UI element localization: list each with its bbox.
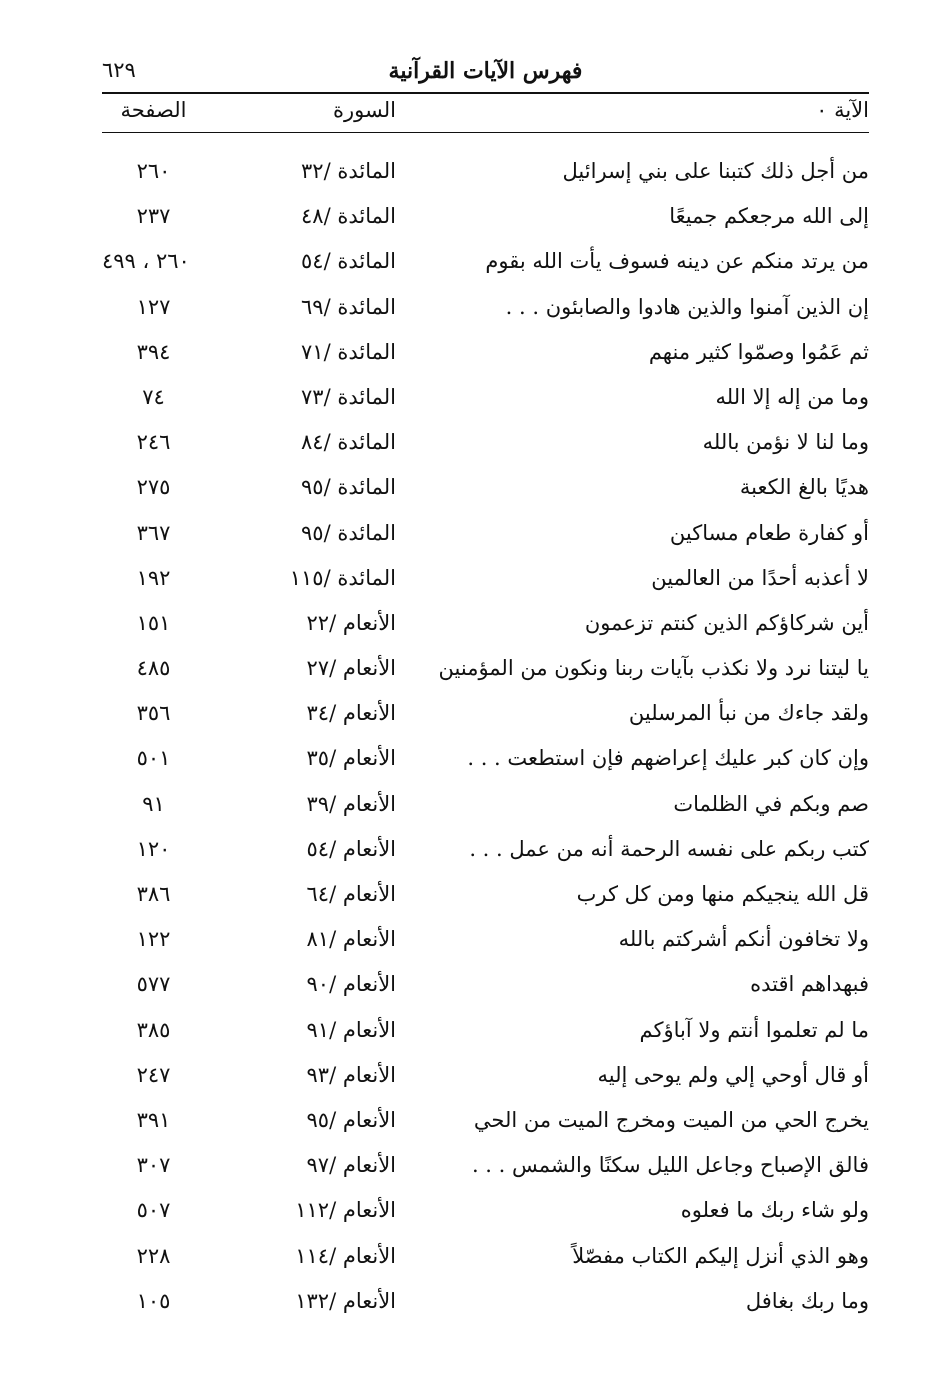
surah-reference: الأنعام /٩٥ — [306, 1107, 396, 1132]
surah-reference: الأنعام /٣٤ — [306, 701, 396, 726]
ayah-text: قل الله ينجيكم منها ومن كل كرب — [576, 882, 869, 906]
ayah-text: من أجل ذلك كتبنا على بني إسرائيل — [562, 159, 869, 183]
surah-reference: المائدة /٧١ — [301, 339, 396, 364]
surah-reference: المائدة /٩٥ — [301, 475, 396, 500]
page-reference: ٢٣٧ — [136, 204, 171, 229]
page-reference: ١٢٧ — [136, 294, 171, 319]
table-row — [102, 420, 869, 465]
page-reference: ٣٨٥ — [136, 1017, 171, 1042]
ayah-text: وما لنا لا نؤمن بالله — [702, 430, 869, 455]
ayah-text: من يرتد منكم عن دينه فسوف يأت الله بقوم — [485, 249, 869, 274]
index-table-body — [102, 149, 869, 1324]
page-number: ٦٢٩ — [102, 58, 136, 82]
table-row — [102, 1188, 869, 1233]
table-row — [102, 194, 869, 239]
page-reference: ٥٠١ — [136, 746, 171, 771]
ayah-text: ولا تخافون أنكم أشركتم بالله — [618, 927, 869, 952]
page-reference: ٢٧٥ — [136, 475, 171, 500]
ayah-text: لا أعذبه أحدًا من العالمين — [651, 565, 869, 590]
table-row — [102, 1279, 869, 1324]
surah-reference: الأنعام /٦٤ — [306, 882, 396, 906]
ayah-text: وما من إله إلا الله — [715, 384, 869, 409]
table-row — [102, 285, 869, 330]
ayah-text: أو كفارة طعام مساكين — [669, 520, 869, 545]
page-reference: ١٩٢ — [136, 565, 171, 590]
ayah-text: إلى الله مرجعكم جميعًا — [669, 204, 869, 229]
table-row — [102, 1053, 869, 1098]
table-row — [102, 872, 869, 917]
page-reference: ١٢٢ — [136, 927, 171, 952]
surah-reference: المائدة /٧٣ — [301, 384, 396, 409]
page-reference: ١٢٠ — [136, 836, 171, 861]
page-reference: ٣٥٦ — [136, 701, 171, 726]
ayah-text: إن الذين آمنوا والذين هادوا والصابئون . . . — [505, 294, 869, 319]
page-reference: ٥٠٧ — [136, 1198, 171, 1223]
table-row — [102, 1234, 869, 1279]
page-reference: ٢٦٠ ، ٤٩٩ — [102, 249, 190, 274]
surah-reference: المائدة /٣٢ — [301, 159, 396, 183]
surah-reference: الأنعام /٢٢ — [306, 610, 396, 635]
surah-reference: الأنعام /٢٧ — [306, 656, 396, 681]
table-row — [102, 962, 869, 1007]
table-row — [102, 736, 869, 781]
page-reference: ٢٢٨ — [136, 1243, 171, 1268]
index-page — [102, 56, 869, 1324]
surah-reference: المائدة /٤٨ — [301, 204, 396, 229]
table-row — [102, 556, 869, 601]
ayah-text: ما لم تعلموا أنتم ولا آباؤكم — [639, 1017, 869, 1042]
surah-reference: المائدة /٥٤ — [301, 249, 396, 274]
table-row — [102, 646, 869, 691]
page-reference: ٣٩٤ — [136, 339, 171, 364]
surah-reference: الأنعام /٣٩ — [306, 791, 396, 816]
table-row — [102, 1008, 869, 1053]
surah-reference: الأنعام /١١٢ — [295, 1198, 396, 1223]
ayah-text: يخرج الحي من الميت ومخرج الميت من الحي — [473, 1107, 869, 1132]
table-row — [102, 239, 869, 284]
table-row — [102, 1143, 869, 1188]
ayah-text: فبهداهم اقتده — [750, 972, 869, 997]
ayah-text: أو قال أوحي إلي ولم يوحى إليه — [597, 1062, 869, 1087]
ayah-text: أين شركاؤكم الذين كنتم تزعمون — [584, 610, 869, 635]
ayah-text: وهو الذي أنزل إليكم الكتاب مفصّلاً — [572, 1243, 869, 1268]
surah-reference: الأنعام /٩٠ — [306, 972, 396, 997]
page-reference: ٩١ — [142, 791, 165, 816]
surah-reference: الأنعام /٣٥ — [306, 746, 396, 771]
page-reference: ١٠٥ — [136, 1288, 171, 1313]
surah-reference: المائدة /٦٩ — [301, 294, 396, 319]
page-reference: ٧٤ — [142, 384, 165, 409]
surah-reference: الأنعام /٩٣ — [306, 1062, 396, 1087]
ayah-text: وما ربك بغافل — [745, 1288, 869, 1313]
surah-reference: الأنعام /٨١ — [306, 927, 396, 952]
ayah-text: وإن كان كبر عليك إعراضهم فإن استطعت . . . — [467, 746, 869, 771]
running-head — [102, 56, 869, 94]
page-reference: ١٥١ — [136, 610, 171, 635]
table-row — [102, 827, 869, 872]
surah-reference: المائدة /٨٤ — [301, 430, 396, 455]
page-reference: ٣٨٦ — [136, 882, 171, 906]
column-header-ayah: الآية ٠ — [816, 98, 869, 122]
table-row — [102, 465, 869, 510]
page-reference: ٤٨٥ — [136, 656, 171, 681]
table-row — [102, 1098, 869, 1143]
page-reference: ٣٠٧ — [136, 1153, 171, 1178]
ayah-text: فالق الإصباح وجاعل الليل سكنًا والشمس . . . — [471, 1153, 869, 1178]
page-reference: ٣٦٧ — [136, 520, 171, 545]
ayah-text: هديًا بالغ الكعبة — [739, 475, 869, 500]
ayah-text: ولقد جاءك من نبأ المرسلين — [628, 701, 869, 726]
surah-reference: المائدة /٩٥ — [301, 520, 396, 545]
ayah-text: يا ليتنا نرد ولا نكذب بآيات ربنا ونكون من المؤمنين — [438, 656, 869, 681]
table-row — [102, 149, 869, 194]
surah-reference: الأنعام /١١٤ — [295, 1243, 396, 1268]
column-header-surah: السورة — [333, 98, 396, 122]
table-row — [102, 691, 869, 736]
page-title: فهرس الآيات القرآنية — [388, 58, 583, 84]
table-row — [102, 375, 869, 420]
table-row — [102, 917, 869, 962]
surah-reference: الأنعام /٩٧ — [306, 1153, 396, 1178]
surah-reference: المائدة /١١٥ — [289, 565, 396, 590]
column-header-page: الصفحة — [120, 98, 187, 122]
page-reference: ٥٧٧ — [136, 972, 171, 997]
ayah-text: صم وبكم في الظلمات — [673, 791, 869, 816]
table-row — [102, 330, 869, 375]
page-reference: ٢٤٦ — [136, 430, 171, 455]
page-reference: ٣٩١ — [136, 1107, 171, 1132]
surah-reference: الأنعام /١٣٢ — [295, 1288, 396, 1313]
page-reference: ٢٦٠ — [136, 159, 171, 183]
surah-reference: الأنعام /٥٤ — [306, 836, 396, 861]
ayah-text: كتب ربكم على نفسه الرحمة أنه من عمل . . . — [469, 836, 869, 861]
ayah-text: ثم عَمُوا وصمّوا كثير منهم — [648, 339, 869, 364]
surah-reference: الأنعام /٩١ — [306, 1017, 396, 1042]
table-row — [102, 782, 869, 827]
table-row — [102, 511, 869, 556]
ayah-text: ولو شاء ربك ما فعلوه — [680, 1198, 869, 1223]
page-reference: ٢٤٧ — [136, 1062, 171, 1087]
table-row — [102, 601, 869, 646]
column-header-row — [102, 94, 869, 133]
